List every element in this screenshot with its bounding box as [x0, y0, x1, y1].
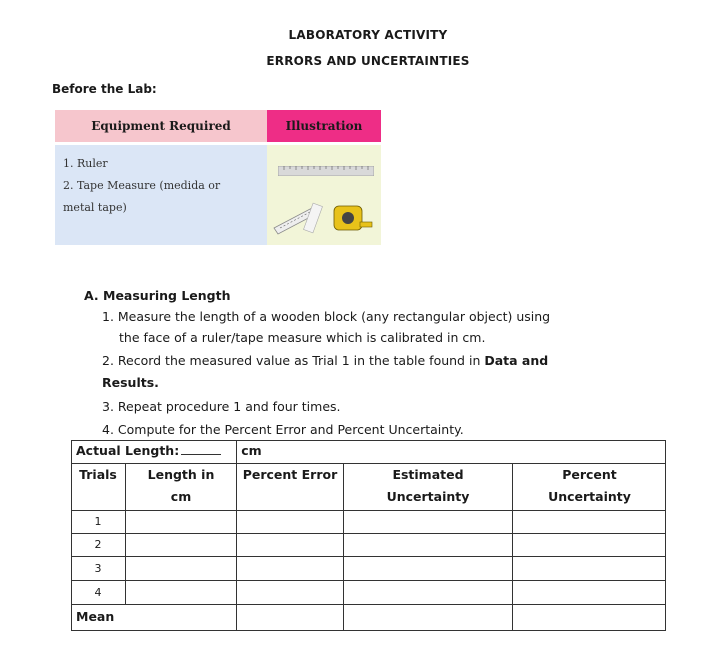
- step-2-period: .: [154, 375, 159, 390]
- table-line: [71, 604, 666, 605]
- step-2-bold-text: Data and: [484, 353, 549, 368]
- trial-1-label: 1: [94, 515, 102, 528]
- ruler-illustration-icon: [278, 166, 374, 176]
- activity-subtitle: ERRORS AND UNCERTAINTIES: [266, 54, 470, 68]
- equipment-item-ruler: 1. Ruler: [63, 157, 108, 170]
- actual-length-label: Actual Length:: [76, 443, 180, 458]
- step-2-results-text: Results: [102, 375, 155, 390]
- before-lab-heading: Before the Lab:: [52, 82, 157, 96]
- length-header-line-1: Length in: [147, 467, 215, 482]
- mean-label: Mean: [76, 609, 115, 624]
- step-1-line-1: 1. Measure the length of a wooden block (any rectangular object) using: [102, 309, 551, 324]
- table-line: [71, 580, 666, 581]
- step-3: 3. Repeat procedure 1 and four times.: [102, 399, 341, 414]
- trials-header: Trials: [79, 467, 117, 482]
- trial-3-label: 3: [94, 562, 102, 575]
- equipment-item-tape-cont: metal tape): [63, 201, 127, 214]
- table-line: [125, 463, 126, 604]
- actual-length-field: [76, 443, 262, 458]
- length-header-line-2: cm: [170, 489, 192, 504]
- table-line: [71, 510, 666, 511]
- table-line: [71, 463, 666, 464]
- table-line: [343, 463, 344, 631]
- equipment-list: [55, 145, 267, 245]
- actual-length-blank[interactable]: [181, 454, 221, 455]
- trial-4-label: 4: [94, 586, 102, 599]
- percent-uncertainty-header-line-2: Uncertainty: [548, 489, 631, 504]
- table-line: [71, 533, 666, 534]
- step-2-line-2: [102, 372, 159, 393]
- percent-error-header: Percent Error: [242, 467, 338, 482]
- step-1-line-2: the face of a ruler/tape measure which is calibrated in cm.: [119, 330, 486, 345]
- table-line: [236, 440, 237, 631]
- equipment-header: Equipment Required: [55, 110, 267, 142]
- percent-uncertainty-header-line-1: Percent: [562, 467, 617, 482]
- tape-measure-illustration-icon: [272, 198, 376, 236]
- trial-2-label: 2: [94, 538, 102, 551]
- step-4: 4. Compute for the Percent Error and Percent Uncertainty.: [102, 422, 464, 437]
- step-2-line-1: [102, 350, 548, 371]
- table-line: [71, 556, 666, 557]
- estimated-uncertainty-header-line-2: Uncertainty: [386, 489, 470, 504]
- illustration-header: Illustration: [267, 110, 381, 142]
- estimated-uncertainty-header-line-1: Estimated: [392, 467, 464, 482]
- step-2-text: 2. Record the measured value as Trial 1 in the table found in: [102, 353, 481, 368]
- equipment-item-tape: 2. Tape Measure (medida or: [63, 179, 221, 192]
- table-line: [512, 463, 513, 631]
- activity-title: LABORATORY ACTIVITY: [288, 28, 448, 42]
- actual-length-unit: cm: [241, 443, 262, 458]
- section-a-title: A. Measuring Length: [84, 288, 231, 303]
